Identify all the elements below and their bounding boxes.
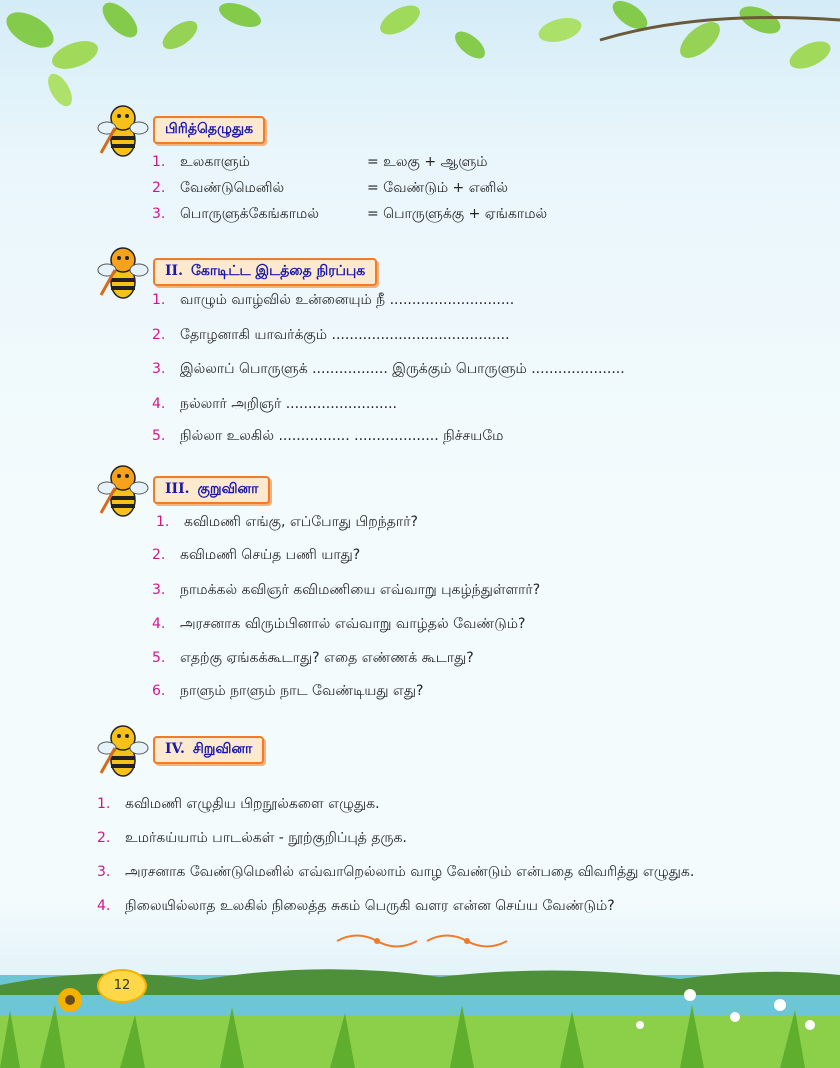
list-item: 5. எதற்கு ஏங்கக்கூடாது? எதை எண்ணக் கூடாது? xyxy=(152,650,474,666)
list-item: 3. அரசனாக வேண்டுமெனில் எவ்வாறெல்லாம் வாழ வேண்டும் என்பதை விவரித்து எழுதுக. xyxy=(97,864,695,880)
section-4-badge: IV. சிறுவினா xyxy=(153,736,264,764)
section-2-badge: II. கோடிட்ட இடத்தை நிரப்புக xyxy=(153,258,377,286)
list-item: 1. வாழும் வாழ்வில் உன்னையும் நீ ............................ xyxy=(152,292,515,308)
list-item: 2. தோழனாகி யாவர்க்கும் ........................................ xyxy=(152,327,510,343)
section-1-heading xyxy=(93,98,265,162)
bee-mascot-icon xyxy=(93,240,149,304)
section-3-badge: III. குறுவினா xyxy=(153,476,270,504)
list-item: 2. உமர்கய்யாம் பாடல்கள் - நூற்குறிப்புத் தருக. xyxy=(97,830,407,846)
list-item: 4. நல்லார் அறிஞர் ......................... xyxy=(152,396,397,412)
list-item-answer: = உலகு + ஆளும் xyxy=(367,154,488,170)
list-item: 1. உலகாளும் xyxy=(152,154,250,170)
list-item: 1. கவிமணி எங்கு, எப்போது பிறந்தார்? xyxy=(156,514,418,530)
list-item: 3. இல்லாப் பொருளுக் ................. இருக்கும் பொருளும் ..................... xyxy=(152,361,625,377)
ornament-divider-icon xyxy=(332,930,512,952)
section-2-title: கோடிட்ட இடத்தை நிரப்புக xyxy=(190,263,366,279)
bee-mascot-icon xyxy=(93,98,149,162)
section-3-title: குறுவினா xyxy=(197,481,259,497)
leaves-decoration xyxy=(0,0,840,110)
page-number: 12 xyxy=(97,969,147,1003)
list-item: 1. கவிமணி எழுதிய பிறநூல்களை எழுதுக. xyxy=(97,796,380,812)
list-item-answer: = பொருளுக்கு + ஏங்காமல் xyxy=(367,206,548,222)
list-item-answer: = வேண்டும் + எனில் xyxy=(367,180,509,196)
list-item: 5. நில்லா உலகில் ................ ................... நிச்சயமே xyxy=(152,428,504,444)
section-1-badge xyxy=(153,116,265,144)
list-item: 2. வேண்டுமெனில் xyxy=(152,180,285,196)
list-item: 3. நாமக்கல் கவிஞர் கவிமணியை எவ்வாறு புகழ்ந்துள்ளார்? xyxy=(152,582,541,598)
list-item: 4. நிலையில்லாத உலகில் நிலைத்த சுகம் பெருகி வளர என்ன செய்ய வேண்டும்? xyxy=(97,898,615,914)
section-4-heading xyxy=(93,718,264,782)
list-item: 3. பொருளுக்கேங்காமல் xyxy=(152,206,319,222)
bee-mascot-icon xyxy=(93,458,149,522)
section-3-heading xyxy=(93,458,270,522)
list-item: 6. நாளும் நாளும் நாட வேண்டியது எது? xyxy=(152,683,424,699)
section-4-title: சிறுவினா xyxy=(192,741,253,757)
bee-mascot-icon xyxy=(93,718,149,782)
list-item: 4. அரசனாக விரும்பினால் எவ்வாறு வாழ்தல் வேண்டும்? xyxy=(152,616,526,632)
list-item: 2. கவிமணி செய்த பணி யாது? xyxy=(152,547,361,563)
section-1-title: பிரித்தெழுதுக xyxy=(165,121,254,137)
